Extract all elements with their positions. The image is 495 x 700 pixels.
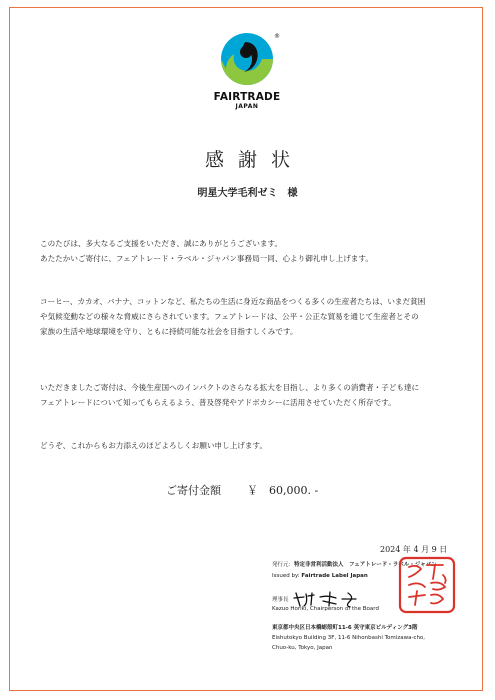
paragraph-line: 家族の生活や地球環境を守り、ともに持続可能な社会を目指すしくみです。 — [40, 327, 298, 336]
representative-name: Kazuo Horiki, Chairperson of the Board — [272, 606, 379, 612]
address-en-line1: Eishutokyo Building 3F, 11-6 Nihonbashi Tomizawa-cho, — [272, 635, 426, 641]
issued-by-label: Issued by: — [272, 573, 300, 579]
registered-mark: ® — [274, 33, 280, 40]
paragraph-line: や気候変動などの様々な脅威にさらされています。フェアトレードは、公平・公正な貿易を通じて生産者とその — [40, 312, 419, 321]
logo-wordmark — [199, 92, 295, 110]
paragraph-thanks — [40, 236, 460, 266]
paragraph-line: このたびは、多大なるご支援をいただき、誠にありがとうございます。 — [40, 239, 283, 248]
logo-name: FAIRTRADE — [213, 91, 281, 103]
paragraph-closing — [40, 438, 460, 453]
donation-amount — [166, 482, 318, 498]
issued-by-name: Fairtrade Label Japan — [301, 573, 368, 579]
representative-title: 理事長 — [272, 597, 289, 603]
address-jp: 東京都中央区日本橋蛎殻町11-6 英守東京ビルディング3階 — [272, 625, 418, 631]
paragraph-line: フェアトレードについて知ってもらえるよう、普及啓発やアドボカシーに活用させていただく所存です。 — [40, 398, 396, 407]
issuer-prefix: 発行元： — [272, 562, 295, 568]
paragraph-line: どうぞ、これからもお力添えのほどよろしくお願い申し上げます。 — [40, 441, 268, 450]
paragraph-producers — [40, 294, 460, 339]
donation-label: ご寄付金額 — [166, 484, 221, 497]
issue-date: 2024 年 4 月 9 日 — [380, 545, 448, 554]
recipient-name: 明星大学毛利ゼミ 様 — [197, 188, 298, 199]
paragraph-line: コーヒー、カカオ、バナナ、コットンなど、私たちの生活に身近な商品をつくる多くの生産者たちは、いまだ貧困 — [40, 297, 426, 306]
address-block — [272, 623, 425, 653]
address-en-line2: Chuo-ku, Tokyo, Japan — [272, 645, 333, 651]
certificate-title: 感謝状 — [204, 149, 304, 171]
paragraph-usage — [40, 380, 460, 410]
paragraph-line: いただきましたご寄付は、今後生産国へのインパクトのさらなる拡大を目指し、より多くの消費者・子ども達に — [40, 383, 420, 392]
paragraph-line: あたたかいご寄付に、フェアトレード・ラベル・ジャパン事務局一同、心より御礼申し上げます。 — [40, 254, 373, 263]
logo-sub: JAPAN — [235, 103, 259, 110]
seal-stamp-icon — [397, 555, 457, 615]
issuer-name-jp: 特定非営利活動法人 フェアトレード・ラベル・ジャパン — [294, 562, 437, 568]
donation-value: ￥ 60,000. - — [247, 484, 319, 497]
